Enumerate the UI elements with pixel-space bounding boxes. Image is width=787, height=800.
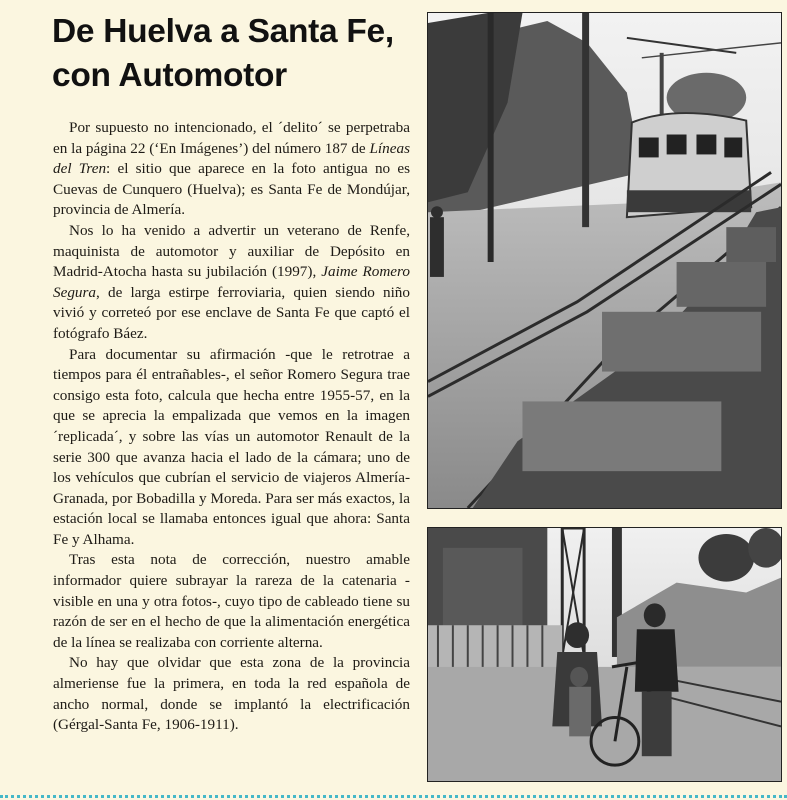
article-paragraph-4 xyxy=(53,550,410,653)
article-paragraph-1 xyxy=(53,118,410,221)
article-paragraph-5 xyxy=(53,653,410,735)
paragraph-text: : el sitio que aparece en la foto antigua no es Cuevas de Cunquero (Huelva); es Santa Fe de Mondújar, provincia de Almería. xyxy=(53,160,410,219)
article-paragraph-3 xyxy=(53,345,410,551)
article-title: De Huelva a Santa Fe, con Automotor xyxy=(52,13,394,94)
photo-automotor-train xyxy=(427,12,782,509)
article-body xyxy=(53,118,410,736)
page-bottom-dotted-rule xyxy=(0,795,787,798)
paragraph-text: Tras esta nota de corrección, nuestro amable informador quiere subrayar la rareza de la catenaria -visible en una y otra fotos-, cuyo tipo de cableado tiene su razón de ser en el hecho de que la alimentación energética de la línea se realizaba con corriente alterna. xyxy=(53,551,410,651)
paragraph-text: Por supuesto no intencionado, el ´delito´ se perpetraba en la página 22 (‘En Imágenes’) del número 187 de xyxy=(53,119,410,157)
photo-station-people xyxy=(427,527,782,782)
italic-text: Jaime Romero Segura xyxy=(53,263,410,301)
train-photo-illustration xyxy=(428,13,781,508)
paragraph-text: , de larga estirpe ferroviaria, quien siendo niño vivió y correteó por ese enclave de Santa Fe que captó el fotógrafo Báez. xyxy=(53,283,410,342)
paragraph-text: Para documentar su afirmación -que le retrotrae a tiempos para él entrañables-, el señor Romero Segura trae consigo esta foto, calcula que hecha entre 1955-57, en la que se aprecia la empalizada que vemos en la imagen ´replicada´, y sobre las vías un automotor Renault de la serie 300 que avanza hacia el lado de la cámara; uno de los vehículos que cubrían el servicio de viajeros Almería-Granada, por Bobadilla y Moreda. Para ser más exactos, la estación local se llamaba entonces igual que ahora: Santa Fe y Alhama. xyxy=(53,345,410,548)
italic-text: Líneas del Tren xyxy=(53,139,410,178)
article-paragraph-2 xyxy=(53,221,410,345)
paragraph-text: No hay que olvidar que esta zona de la provincia almeriense fue la primera, en toda la red española de ancho normal, donde se implantó la electrificación (Gérgal-Santa Fe, 1906-1911). xyxy=(53,654,410,734)
station-photo-illustration xyxy=(428,528,781,781)
paragraph-text: Nos lo ha venido a advertir un veterano de Renfe, maquinista de automotor y auxiliar de Depósito en Madrid-Atocha hasta su jubilación (1997), xyxy=(53,221,410,281)
